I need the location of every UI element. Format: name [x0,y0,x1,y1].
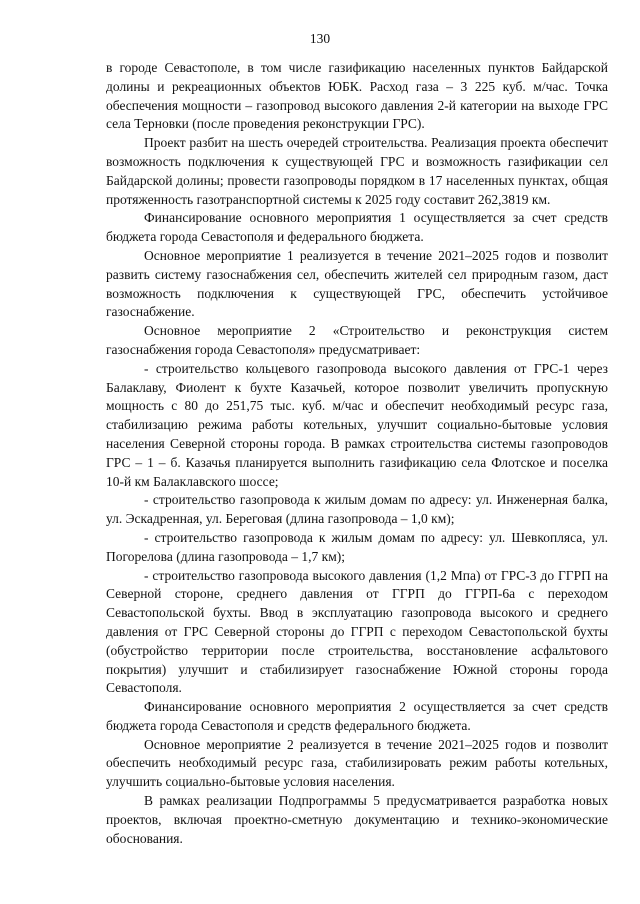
paragraph-subprogram-5: В рамках реализации Подпрограммы 5 предусматривается разработка новых проектов, включая проектно-сметную документацию и технико-экономические обоснования. [106,793,608,846]
paragraph-financing-1: Финансирование основного мероприятия 1 осуществляется за счет средств бюджета города Севастополя и федерального бюджета. [106,210,608,245]
document-body [106,59,608,848]
page-number: 130 [309,31,331,46]
list-item-inzhenernaya: - строительство газопровода к жилым домам по адресу: ул. Инженерная балка, ул. Эскадренная, ул. Береговая (длина газопровода – 1,0 км); [106,492,608,527]
paragraph-measure-2-intro: Основное мероприятие 2 «Строительство и реконструкция систем газоснабжения города Севастополя» предусматривает: [106,323,608,357]
list-item-shevkoplyasa: - строительство газопровода к жилым домам по адресу: ул. Шевкопляса, ул. Погорелова (длина газопровода – 1,7 км); [106,529,608,564]
list-item-grs3: - строительство газопровода высокого давления (1,2 Мпа) от ГРС-3 до ГГРП на Северной стороне, среднего давления от ГГРП до ГГРП-6а с переходом Севастопольской бухты. Ввод в эксплуатацию газопровода высокого и среднего давления от ГРС Северной стороны до ГГРП с переходом Севастопольской бухты (обустройство территории после строительства, восстановление асфальтового покрытия) улучшит и стабилизирует газоснабжение Южной стороны города Севастополя. [106,567,608,696]
paragraph-project-stages: Проект разбит на шесть очередей строительства. Реализация проекта обеспечит возможность подключения к существующей ГРС и возможность газификации сел Байдарской долины; провести газопроводы порядком в 17 населенных пунктах, общая протяженность газотранспортной системы к 2025 году составит 262,3819 км. [106,135,608,207]
paragraph-measure-2-timeline: Основное мероприятие 2 реализуется в течение 2021–2025 годов и позволит обеспечить необходимый ресурс газа, стабилизировать режим работы котельных, улучшить социально-бытовые условия населения. [106,736,608,790]
list-item-ring-pipeline: - строительство кольцевого газопровода высокого давления от ГРС-1 через Балаклаву, Фиолент к бухте Казачьей, которое позволит увеличить пропускную мощность с 80 до 251,75 тыс. куб. м/час и обеспечит необходимый ресурс газа, стабилизацию режима работы котельных, улучшит социально-бытовые условия населения Северной стороны города. В рамках строительства системы газопроводов ГРС – 1 – б. Казачья планируется выполнить газификацию села Флотское и поселка 10-й км Балаклавского шоссе; [106,360,608,489]
paragraph-financing-2: Финансирование основного мероприятия 2 осуществляется за счет средств бюджета города Севастополя и средств федерального бюджета. [106,699,608,733]
paragraph-continuation: в городе Севастополе, в том числе газификацию населенных пунктов Байдарской долины и рекреационных объектов ЮБК. Расход газа – 3 225 куб. м/час. Точка обеспечения мощности – газопровод высокого давления 2-й категории на выходе ГРС села Терновки (после проведения реконструкции ГРС). [106,60,608,132]
paragraph-measure-1-timeline: Основное мероприятие 1 реализуется в течение 2021–2025 годов и позволит развить систему газоснабжения сел, обеспечить жителей сел природным газом, даст возможность подключения к существующей ГРС, обеспечить устойчивое газоснабжение. [106,247,608,320]
